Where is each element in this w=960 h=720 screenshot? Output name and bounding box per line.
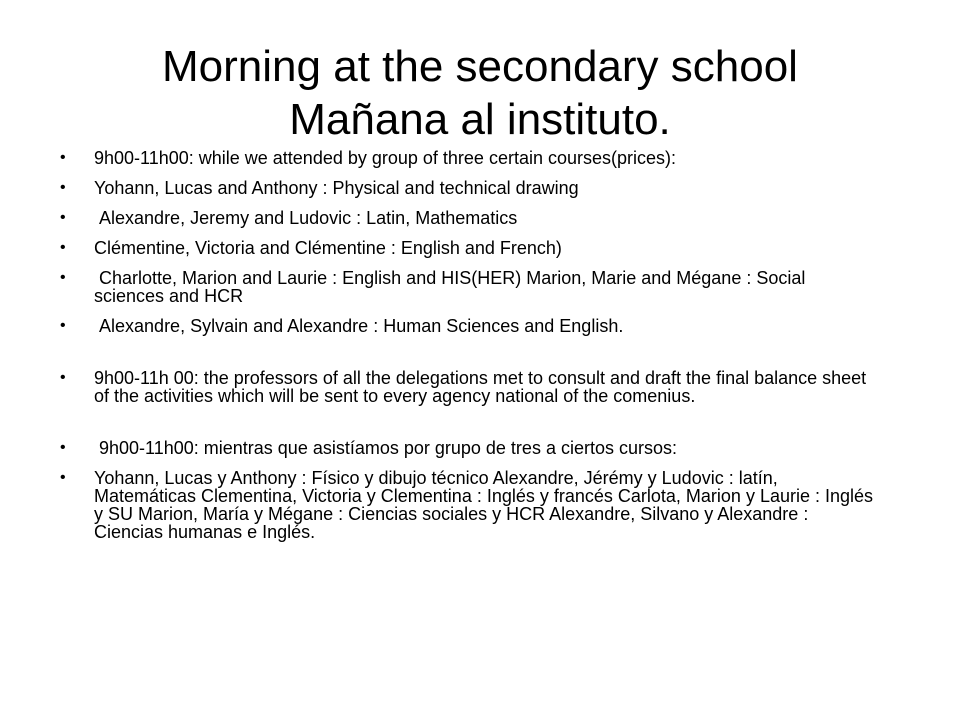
- slide-title: [60, 40, 900, 146]
- bullet-icon: •: [60, 209, 66, 226]
- title-line-spanish: Mañana al instituto.: [289, 95, 671, 144]
- title-line-english: Morning at the secondary school: [162, 42, 798, 91]
- list-item: [60, 239, 880, 257]
- list-item-text: Clémentine, Victoria and Clémentine : English and French): [94, 238, 562, 258]
- list-item: [60, 179, 880, 197]
- list-item: [60, 369, 880, 405]
- list-item: [60, 469, 880, 541]
- bullet-icon: •: [60, 269, 66, 286]
- list-item-text: 9h00-11h00: while we attended by group of three certain courses(prices):: [94, 148, 677, 168]
- list-item-text: 9h00-11h 00: the professors of all the delegations met to consult and draft the final balance sheet of the activities which will be sent to every agency national of the comenius.: [94, 368, 867, 406]
- list-item: [60, 149, 880, 167]
- bullet-icon: •: [60, 369, 66, 386]
- list-item-text: Alexandre, Sylvain and Alexandre : Human Sciences and English.: [94, 316, 624, 336]
- list-item-text: Alexandre, Jeremy and Ludovic : Latin, Mathematics: [94, 208, 518, 228]
- list-item-text: Charlotte, Marion and Laurie : English and HIS(HER) Marion, Marie and Mégane : Social sciences and HCR: [94, 268, 811, 306]
- list-item: [60, 269, 880, 305]
- bullet-icon: •: [60, 469, 66, 486]
- bullet-icon: •: [60, 239, 66, 256]
- bullet-icon: •: [60, 317, 66, 334]
- bullet-icon: •: [60, 179, 66, 196]
- list-item: [60, 439, 880, 457]
- list-item: [60, 317, 880, 335]
- bullet-list: [60, 149, 880, 553]
- bullet-icon: •: [60, 149, 66, 166]
- list-item-text: Yohann, Lucas y Anthony : Físico y dibujo técnico Alexandre, Jérémy y Ludovic : latín, Matemáticas Clementina, Victoria y Clementina : Inglés y francés Carlota, Marion y Laurie : Inglés y SU Marion, María y Mégane : Ciencias sociales y HCR Alexandre, Silvano y Alexandre : Ciencias humanas e Inglés.: [94, 468, 874, 542]
- bullet-icon: •: [60, 439, 66, 456]
- list-item-text: 9h00-11h00: mientras que asistíamos por grupo de tres a ciertos cursos:: [94, 438, 677, 458]
- list-item-text: Yohann, Lucas and Anthony : Physical and technical drawing: [94, 178, 579, 198]
- list-item: [60, 209, 880, 227]
